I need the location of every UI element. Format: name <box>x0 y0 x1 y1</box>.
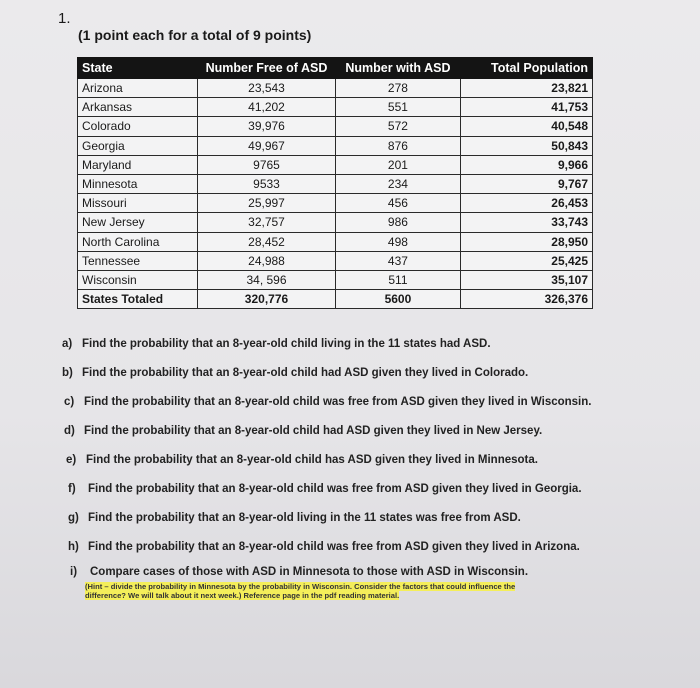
table-row <box>78 155 593 174</box>
question-item <box>70 566 528 578</box>
question-label: d) <box>64 425 75 437</box>
table-row <box>78 79 593 98</box>
table-totals-row <box>78 290 593 309</box>
table-row <box>78 117 593 136</box>
cell-total-population: 25,425 <box>461 251 593 270</box>
cell-state: Arkansas <box>78 98 198 117</box>
cell-state: Colorado <box>78 117 198 136</box>
cell-number-with-asd: 437 <box>335 251 461 270</box>
points-heading: (1 point each for a total of 9 points) <box>78 27 312 43</box>
question-text: Find the probability that an 8-year-old child was free from ASD given they lived in Georgia. <box>88 483 582 495</box>
table-row <box>78 270 593 289</box>
cell-number-free: 49,967 <box>198 136 335 155</box>
question-label: a) <box>62 338 73 350</box>
question-text: Find the probability that an 8-year-old child was free from ASD given they lived in Wisconsin. <box>84 396 592 408</box>
table-row <box>78 251 593 270</box>
question-item <box>68 512 521 524</box>
question-text: Find the probability that an 8-year-old living in the 11 states was free from ASD. <box>88 512 521 524</box>
cell-number-with-asd: 876 <box>335 136 461 155</box>
cell-number-free: 23,543 <box>198 79 335 98</box>
cell-state: New Jersey <box>78 213 198 232</box>
cell-state: Minnesota <box>78 174 198 193</box>
cell-state: Arizona <box>78 79 198 98</box>
cell-total-population: 33,743 <box>461 213 593 232</box>
cell-total-population: 23,821 <box>461 79 593 98</box>
cell-number-free: 320,776 <box>198 290 335 309</box>
cell-state: Wisconsin <box>78 270 198 289</box>
cell-number-free: 25,997 <box>198 194 335 213</box>
cell-state: Maryland <box>78 155 198 174</box>
header-number-with-asd: Number with ASD <box>335 58 461 79</box>
table-row <box>78 232 593 251</box>
question-number: 1. <box>58 10 71 27</box>
question-text: Find the probability that an 8-year-old child had ASD given they lived in New Jersey. <box>84 425 543 437</box>
cell-total-population: 50,843 <box>461 136 593 155</box>
cell-number-with-asd: 5600 <box>335 290 461 309</box>
hint-line-2: difference? We will talk about it next week.) Reference page in the pdf reading material. <box>85 591 400 600</box>
cell-number-with-asd: 551 <box>335 98 461 117</box>
cell-total-population: 41,753 <box>461 98 593 117</box>
table-row <box>78 194 593 213</box>
question-item <box>64 396 591 408</box>
question-text: Find the probability that an 8-year-old child was free from ASD given they lived in Arizona. <box>88 541 580 553</box>
table-row <box>78 98 593 117</box>
question-item <box>64 425 542 437</box>
cell-number-with-asd: 201 <box>335 155 461 174</box>
question-text: Find the probability that an 8-year-old child living in the 11 states had ASD. <box>82 338 491 350</box>
question-item <box>62 338 491 350</box>
cell-total-population: 9,767 <box>461 174 593 193</box>
header-total-population: Total Population <box>461 58 593 79</box>
hint-line-1: (Hint – divide the probability in Minnesota by the probability in Wisconsin. Consider the factors that could influence the <box>85 582 516 591</box>
cell-number-with-asd: 572 <box>335 117 461 136</box>
cell-state: Georgia <box>78 136 198 155</box>
cell-number-with-asd: 234 <box>335 174 461 193</box>
question-label: e) <box>66 454 77 466</box>
table-row <box>78 174 593 193</box>
table-row <box>78 213 593 232</box>
cell-state: North Carolina <box>78 232 198 251</box>
cell-state: States Totaled <box>78 290 198 309</box>
question-item <box>62 367 528 379</box>
cell-total-population: 9,966 <box>461 155 593 174</box>
question-label: g) <box>68 512 79 524</box>
cell-total-population: 28,950 <box>461 232 593 251</box>
question-item <box>68 541 580 553</box>
cell-number-with-asd: 456 <box>335 194 461 213</box>
cell-number-free: 41,202 <box>198 98 335 117</box>
cell-number-with-asd: 278 <box>335 79 461 98</box>
cell-number-free: 9533 <box>198 174 335 193</box>
cell-number-with-asd: 986 <box>335 213 461 232</box>
question-label: i) <box>70 566 78 578</box>
cell-total-population: 26,453 <box>461 194 593 213</box>
question-label: c) <box>64 396 75 408</box>
cell-number-free: 28,452 <box>198 232 335 251</box>
question-label: h) <box>68 541 79 553</box>
table-header-row <box>78 58 593 79</box>
question-text: Compare cases of those with ASD in Minnesota to those with ASD in Wisconsin. <box>90 566 529 578</box>
question-label: b) <box>62 367 73 379</box>
cell-state: Missouri <box>78 194 198 213</box>
cell-number-free: 34, 596 <box>198 270 335 289</box>
question-text: Find the probability that an 8-year-old child had ASD given they lived in Colorado. <box>82 367 529 379</box>
cell-total-population: 35,107 <box>461 270 593 289</box>
cell-number-free: 32,757 <box>198 213 335 232</box>
question-item <box>68 483 582 495</box>
cell-number-free: 39,976 <box>198 117 335 136</box>
header-number-free: Number Free of ASD <box>198 58 335 79</box>
cell-number-with-asd: 511 <box>335 270 461 289</box>
cell-number-with-asd: 498 <box>335 232 461 251</box>
question-label: f) <box>68 483 76 495</box>
header-state: State <box>78 58 198 79</box>
asd-data-table <box>77 57 593 309</box>
cell-total-population: 326,376 <box>461 290 593 309</box>
question-text: Find the probability that an 8-year-old child has ASD given they lived in Minnesota. <box>86 454 538 466</box>
cell-number-free: 9765 <box>198 155 335 174</box>
question-item <box>66 454 538 466</box>
table-row <box>78 136 593 155</box>
cell-number-free: 24,988 <box>198 251 335 270</box>
cell-state: Tennessee <box>78 251 198 270</box>
hint-note <box>85 582 625 600</box>
cell-total-population: 40,548 <box>461 117 593 136</box>
